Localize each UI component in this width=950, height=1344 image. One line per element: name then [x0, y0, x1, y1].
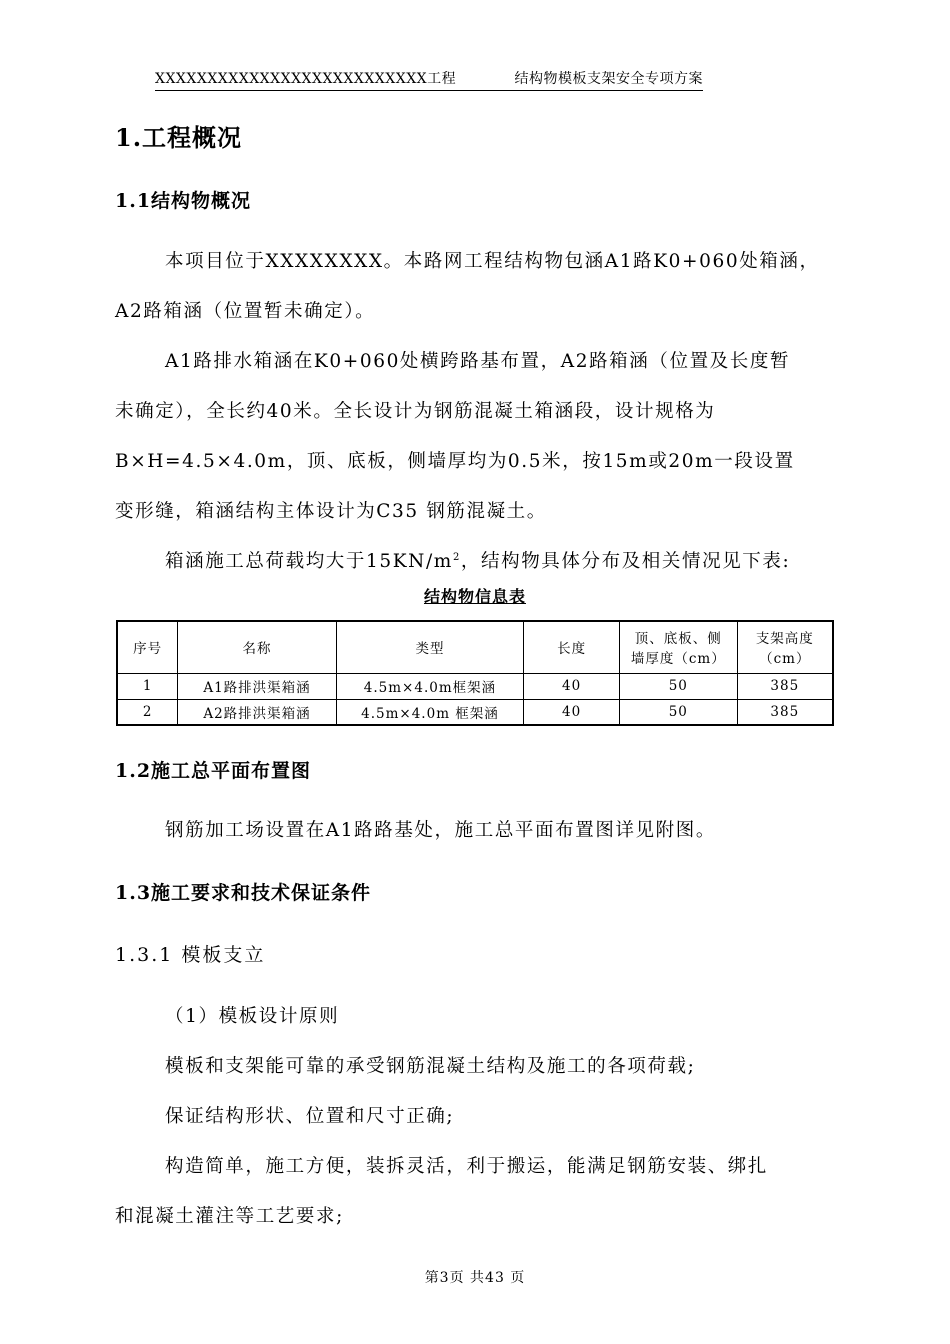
col-header-type: 类型 — [336, 621, 524, 673]
header-project: XXXXXXXXXXXXXXXXXXXXXXXXXX工程 — [155, 71, 457, 87]
cell-height: 385 — [737, 699, 833, 725]
col-header-name: 名称 — [178, 621, 336, 673]
table-row — [117, 699, 833, 725]
col-header-thickness — [619, 621, 737, 673]
col-header-height — [737, 621, 833, 673]
para-3 — [165, 547, 790, 573]
section-1-heading: 1.工程概况 — [115, 123, 243, 152]
principle-1: 模板和支架能可靠的承受钢筋混凝土结构及施工的各项荷载; — [165, 1056, 696, 1077]
cell-name: A1路排洪渠箱涵 — [178, 673, 336, 699]
para-2-line-3: B×H=4.5×4.0m，顶、底板，侧墙厚均为0.5米，按15m或20m一段设置 — [115, 451, 795, 472]
header-doc-title: 结构物模板支架安全专项方案 — [514, 71, 703, 87]
principle-3-line-2: 和混凝土灌注等工艺要求; — [115, 1206, 344, 1227]
cell-type: 4.5m×4.0m框架涵 — [336, 673, 524, 699]
cell-seq: 1 — [117, 673, 178, 699]
cell-length: 40 — [524, 699, 620, 725]
section-1-1-heading: 1.1结构物概况 — [115, 190, 252, 212]
section-1-3-1-heading: 1.3.1 模板支立 — [115, 944, 266, 966]
cell-seq: 2 — [117, 699, 178, 725]
cell-thickness: 50 — [619, 699, 737, 725]
col-header-seq: 序号 — [117, 621, 178, 673]
cell-name: A2路排洪渠箱涵 — [178, 699, 336, 725]
col-header-height-line-1: 支架高度 — [755, 631, 814, 648]
para-1-2: 钢筋加工场设置在A1路路基处，施工总平面布置图详见附图。 — [165, 820, 716, 841]
cell-thickness: 50 — [619, 673, 737, 699]
para-2-line-1: A1路排水箱涵在K0+060处横跨路基布置，A2路箱涵（位置及长度暂 — [165, 351, 791, 372]
cell-height: 385 — [737, 673, 833, 699]
section-1-2-heading: 1.2施工总平面布置图 — [115, 760, 312, 782]
col-header-height-line-2: （cm） — [759, 651, 811, 668]
page-footer: 第3页 共43 页 — [424, 1270, 526, 1286]
para-3-post: ，结构物具体分布及相关情况见下表: — [460, 551, 791, 572]
para-1-line-1: 本项目位于XXXXXXXX。本路网工程结构物包涵A1路K0+060处箱涵， — [165, 251, 820, 272]
structure-info-table — [116, 620, 834, 726]
item-1-title: （1）模板设计原则 — [165, 1006, 340, 1027]
para-2-line-4: 变形缝，箱涵结构主体设计为C35 钢筋混凝土。 — [115, 501, 547, 522]
principle-3-line-1: 构造简单，施工方便，装拆灵活，利于搬运，能满足钢筋安装、绑扎 — [165, 1156, 769, 1177]
col-header-length: 长度 — [524, 621, 620, 673]
cell-type: 4.5m×4.0m 框架涵 — [336, 699, 524, 725]
cell-length: 40 — [524, 673, 620, 699]
table-header-row — [117, 621, 833, 673]
col-header-thickness-line-1: 顶、底板、侧 — [634, 631, 722, 648]
col-header-thickness-line-2: 墙厚度（cm） — [630, 651, 726, 668]
table-caption: 结构物信息表 — [423, 587, 526, 606]
para-3-sup: 2 — [452, 551, 461, 563]
para-2-line-2: 未确定），全长约40米。全长设计为钢筋混凝土箱涵段，设计规格为 — [115, 401, 716, 422]
table-row — [117, 673, 833, 699]
para-3-pre: 箱涵施工总荷载均大于15KN/m — [165, 551, 453, 572]
page-header — [155, 68, 703, 91]
para-1-line-2: A2路箱涵（位置暂未确定）。 — [115, 301, 376, 322]
principle-2: 保证结构形状、位置和尺寸正确; — [165, 1106, 455, 1127]
section-1-3-heading: 1.3施工要求和技术保证条件 — [115, 882, 372, 904]
